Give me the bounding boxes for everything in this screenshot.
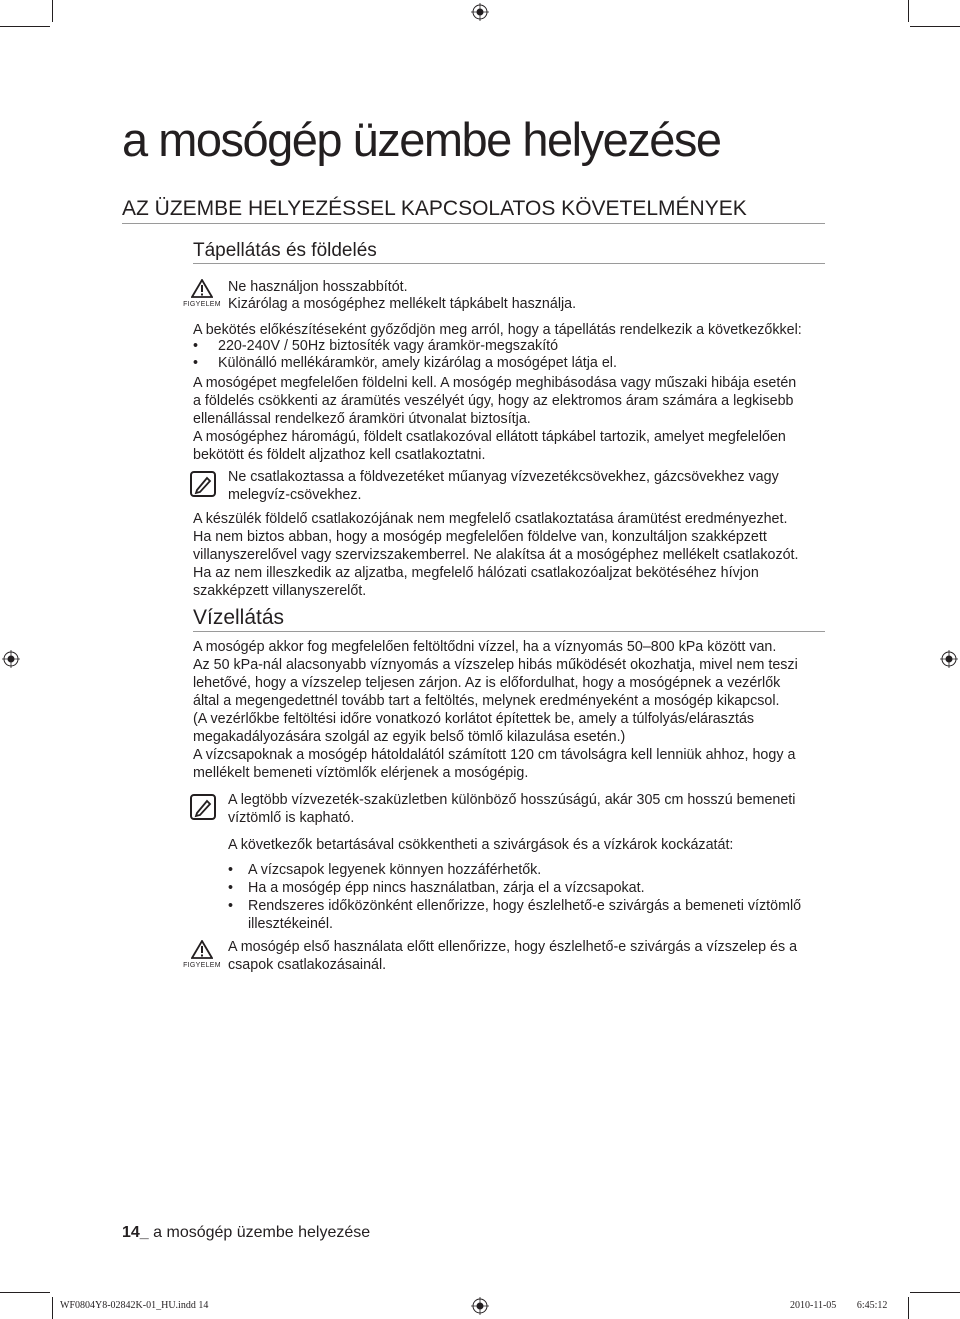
water-heading: Vízellátás <box>193 606 825 632</box>
paragraph-line: A bekötés előkészítéseként győződjön meg arról, hogy a tápellátás rendelkezik a következőkkel: <box>193 322 802 338</box>
registration-mark-icon <box>471 3 489 21</box>
paragraph-line: A mosógép akkor fog megfelelően feltöltődni vízzel, ha a víznyomás 50–800 kPa között van. <box>193 639 777 655</box>
paragraph-line: A mosógépet megfelelően földelni kell. A mosógép meghibásodása vagy műszaki hibája esetén <box>193 375 797 391</box>
list-item-text: Rendszeres időközönként ellenőrizze, hogy észlelhető-e szivárgás a bemeneti víztömlő <box>248 898 802 914</box>
paragraph-line: mellékelt bemeneti víztömlők elérjenek a mosógépig. <box>193 765 529 781</box>
registration-mark-icon <box>471 1297 489 1315</box>
warning-label: FIGYELEM <box>183 301 221 308</box>
list-item: • Különálló mellékáramkör, amely kizárólag a mosógépet látja el. <box>193 355 617 371</box>
registration-mark-icon <box>940 650 958 668</box>
list-item: • Ha a mosógép épp nincs használatban, zárja el a vízcsapokat. <box>228 880 645 896</box>
crop-mark <box>910 26 960 27</box>
paragraph-line: A mosógéphez háromágú, földelt csatlakozóval ellátott tápkábel tartozik, amelyet megfelelően <box>193 429 786 445</box>
paragraph-line: megakadályozására szolgál az egyik belső tömlő kilazulása esetén.) <box>193 729 626 745</box>
slug-date: 2010-11-05 ￿￿ 6:45:12 <box>790 1300 888 1311</box>
paragraph-line: bekötött és földelt aljzathoz kell csatlakoztatni. <box>193 447 486 463</box>
list-item: • 220-240V / 50Hz biztosíték vagy áramkör-megszakító <box>193 338 559 354</box>
page-title: a mosógép üzembe helyezése <box>122 113 721 166</box>
crop-mark <box>908 1297 909 1319</box>
warning-block <box>183 940 221 969</box>
crop-mark <box>0 1292 50 1293</box>
crop-mark <box>0 26 50 27</box>
paragraph-line: a földelés csökkenti az áramütés veszélyét úgy, hogy az elektromos áram számára a legkisebb <box>193 393 794 409</box>
list-item-text: 220-240V / 50Hz biztosíték vagy áramkör-megszakító <box>218 338 559 354</box>
power-heading: Tápellátás és földelés <box>193 240 825 264</box>
page-footer <box>122 1224 370 1242</box>
paragraph-line: (A vezérlőkbe feltöltési időre vonatkozó korlátot építettek be, amely a túlfolyás/elárasztás <box>193 711 755 727</box>
warning-label: FIGYELEM <box>183 962 221 969</box>
note-line: Ne csatlakoztassa a földvezetéket műanyag vízvezetékcsövekhez, gázcsövekhez vagy <box>228 469 779 485</box>
paragraph-line: lehetővé, hogy a vízszelep teljesen zárjon. Az is előfordulhat, hogy a mosógépnek a vezérlők <box>193 675 781 691</box>
crop-mark <box>52 0 53 22</box>
slug-filename: WF0804Y8-02842K-01_HU.indd 14 <box>60 1300 209 1311</box>
list-item-text: A vízcsapok legyenek könnyen hozzáférhetők. <box>248 862 542 878</box>
crop-mark <box>52 1297 53 1319</box>
note-icon <box>190 471 216 497</box>
paragraph-line: szakképzett villanyszerelőt. <box>193 583 367 599</box>
paragraph-line: Ha az nem illeszkedik az aljzatba, megfelelő hálózati csatlakozóaljzat bekötéséhez hívjon <box>193 565 759 581</box>
paragraph-line: által a megengedettnél tovább tart a feltöltés, melynek eredményeként a mosógép kikapcsol. <box>193 693 780 709</box>
registration-mark-icon <box>2 650 20 668</box>
paragraph-line: villanyszerelővel vagy szervizszakemberrel. Ne alakítsa át a mosógéphez mellékelt csatlakozót. <box>193 547 799 563</box>
paragraph-line: A következők betartásával csökkentheti a szivárgások és a vízkárok kockázatát: <box>228 837 734 853</box>
warning-triangle-icon <box>191 940 213 959</box>
warning-line: Kizárólag a mosógéphez mellékelt tápkábelt használja. <box>228 296 577 312</box>
note-line: A legtöbb vízvezeték-szaküzletben különböző hosszúságú, akár 305 cm hosszú bemeneti <box>228 792 796 808</box>
warning-line: csapok csatlakozásainál. <box>228 957 387 973</box>
crop-mark <box>908 0 909 22</box>
paragraph-line: A vízcsapoknak a mosógép hátoldalától számított 120 cm távolságra kell lenniük ahhoz, hogy a <box>193 747 796 763</box>
paragraph-line: Az 50 kPa-nál alacsonyabb víznyomás a vízszelep hibás működését okozhatja, mivel nem teszi <box>193 657 798 673</box>
note-icon <box>190 794 216 820</box>
warning-line: A mosógép első használata előtt ellenőrizze, hogy észlelhető-e szivárgás a vízszelep és a <box>228 939 798 955</box>
warning-block <box>183 279 221 308</box>
list-item-text: Különálló mellékáramkör, amely kizárólag a mosógépet látja el. <box>218 355 617 371</box>
warning-line: Ne használjon hosszabbítót. <box>228 279 408 295</box>
note-line: víztömlő is kapható. <box>228 810 355 826</box>
paragraph-line: Ha nem biztos abban, hogy a mosógép megfelelően földelve van, konzultáljon szakképzett <box>193 529 767 545</box>
warning-triangle-icon <box>191 279 213 298</box>
page-number: 14_ <box>122 1224 149 1241</box>
note-line: melegvíz-csövekhez. <box>228 487 362 503</box>
paragraph-line: ellenállással rendelkező áramköri útvonalat biztosítja. <box>193 411 531 427</box>
list-item: • A vízcsapok legyenek könnyen hozzáférhetők. <box>228 862 542 878</box>
crop-mark <box>910 1292 960 1293</box>
list-item-continuation: illesztékeinél. <box>248 916 334 932</box>
paragraph-line: A készülék földelő csatlakozójának nem megfelelő csatlakoztatása áramütést eredményezhet. <box>193 511 788 527</box>
list-item: • Rendszeres időközönként ellenőrizze, hogy észlelhető-e szivárgás a bemeneti víztömlő <box>228 898 802 914</box>
list-item-text: Ha a mosógép épp nincs használatban, zárja el a vízcsapokat. <box>248 880 645 896</box>
section-heading: AZ ÜZEMBE HELYEZÉSSEL KAPCSOLATOS KÖVETELMÉNYEK <box>122 197 825 224</box>
footer-text: a mosógép üzembe helyezése <box>148 1224 371 1241</box>
